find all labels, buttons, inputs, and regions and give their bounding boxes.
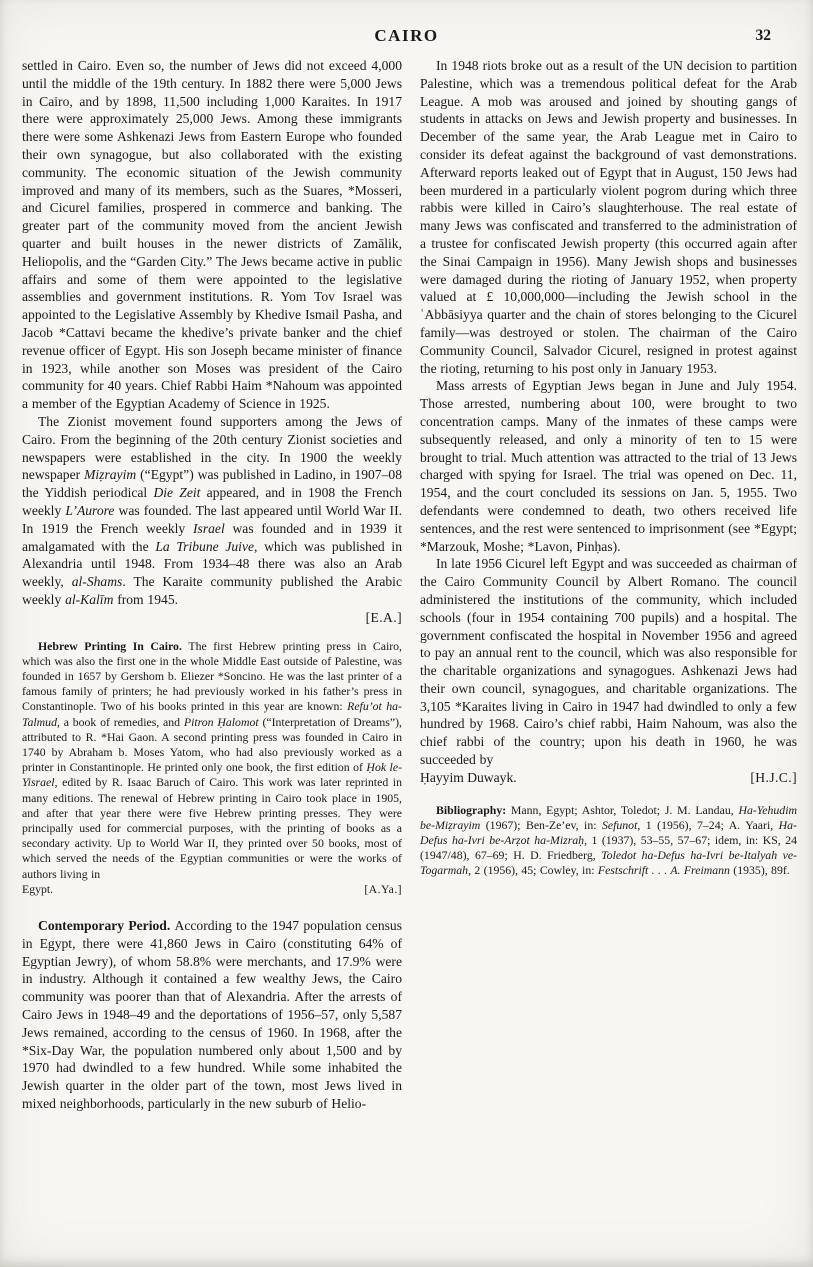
tail-text: Ḥayyim Duwayk. [420,769,517,785]
paragraph-tail-line [22,609,402,627]
text-run: , 1 (1937), 53–55, 57–67; idem, in: KS, 24 (1947/48), 67–69; H. D. Friedberg, [420,833,798,863]
text-columns [22,57,797,1257]
text-run: In 1948 riots broke out as a result of the UN decision to partition Palestine, which was a tremendous political defeat for the Arab League. A mob was aroused and joined by shouting gangs of students in attacks on Jews and Jewish property and businesses. In December of the same year, the Arab League met in Cairo to consider its defeat against the background of vast demonstrations. Afterward reports leaked out of Egypt that in August, 150 Jews had been murdered in a particularly violent pogrom during which three rabbis were killed in Cairo’s slaughterhouse. The real estate of many Jews was confiscated and transferred to the administration of a trustee for confiscated Jewish property (this occurred again after the Sinai Campaign in 1956). Many Jewish shops and businesses were damaged during the rioting of January 1952, when property valued at £ 10,000,000—including the Jewish school in the ʿAbbāsiyya quarter and the chain of stores belonging to the Cicurel family—was destroyed or stolen. The chairman of the Cairo Community Council, Salvador Cicurel, resigned in protest against the rioting, returning to his post only in January 1953. [420,58,797,376]
text-run: appeared, and in 1908 the French weekly [22,485,403,518]
text-run: Die Zeit [153,485,201,501]
paragraph [420,57,797,377]
text-run: (1967); Ben-Ze’ev, in: [480,817,602,832]
text-run: , 1 (1956), 7–24; A. Yaari, [637,817,779,832]
text-run: Ha-Yehudim be-Miẓrayim [420,802,797,832]
text-run: . The Karaite community published the Arabic weekly [22,574,402,607]
paragraph [420,555,797,769]
text-run: Festschrift . . . A. Freimann [597,863,730,878]
text-run: , which was published in Alexandria until 1948. From 1934–48 there was also an Arab weekly, [22,538,402,590]
section-spacer [420,787,797,803]
paragraph [22,917,402,1113]
paragraph-tail-line [420,769,797,787]
paragraph [22,413,402,609]
text-run: Mass arrests of Egyptian Jews began in June and July 1954. Those arrested, numbering about 100, were brought to two concentration camps. Many of the inmates of these camps were subsequently released, and only a minority of ten to 15 were brought to trial. Much attention was attracted to the trial of 13 Jews charged with spying for Israel. The trial was opened on Dec. 11, 1954, and the court concluded its sessions on Jan. 5, 1955. Two defendants were condemned to death, two others received life sentences, and the rest were sentenced to imprisonment (see *Egypt; *Marzouk, Moshe; *Lavon, Pinḥas). [420,378,797,554]
author-initials: [A.Ya.] [364,881,402,896]
text-run: Sefunot [601,817,638,832]
text-run: In late 1956 Cicurel left Egypt and was succeeded as chairman of the Cairo Community Council by Albert Romano. The council administered the institutions of the community, which included schools (four in 1954 containing 700 pupils) and a hospital. The government confiscated the hospital in November 1956 and agreed to pay an annual rent to the council, which was also responsible for the charitable organizations and synagogues. Ashkenazi Jews had their own council, synagogues, and charitable organizations. The 3,105 *Karaites living in Cairo in 1947 had dwindled to only a few hundred by 1968. Cairo’s chief rabbi, Haim Nahoum, was also the chief rabbi of the country; upon his death in 1960, he was succeeded by [420,556,797,768]
paragraph [22,639,402,882]
text-run: (“Interpretation of Dreams”), attributed to R. *Hai Gaon. A second printing press was founded in Cairo in 1740 by Abraham b. Moses Yatom, who had also previously worked as a printer in Constantinople. He printed only one book, the first edition of [22,714,402,775]
text-run: Ḥok le-Yisrael [22,760,402,790]
text-run: was founded. The last appeared until World War II. In 1919 the French weekly [22,502,402,536]
section-heading: Hebrew Printing In Cairo. [38,638,189,653]
page-number: 32 [755,27,771,44]
section-heading: Bibliography: [436,802,511,817]
author-initials: [H.J.C.] [750,769,797,785]
text-run: al-Shams [71,574,123,590]
text-run: , a book of remedies, and [56,714,184,729]
text-run: was founded and in 1939 it amalgamated with the [22,520,402,554]
text-run: al-Kalīm [65,591,114,607]
paragraph-tail-line [22,882,402,897]
text-run: settled in Cairo. Even so, the number of Jews did not exceed 4,000 until the middle of the 19th century. In 1882 there were 5,000 Jews in Cairo, and by 1898, 11,500 including 1,000 Karaites. In 1917 there were approximately 25,000 Jews. Among these immigrants there were some Ashkenazi Jews from Eastern Europe who founded their own synagogue, but also collaborated with the existing community. The economic situation of the Jewish community improved and many of its members, such as the Suares, *Mosseri, and Cicurel families, prospered in commerce and banking. The greater part of the community moved from the ancient Jewish quarter and built houses in the newer districts of Zamālik, Heliopolis, and the “Garden City.” The Jews became active in public affairs and some of them were appointed to the legislative assemblies and government institutions. R. Yom Tov Israel was appointed to the Legislative Assembly by Khedive Ismail Pasha, and Jacob *Cattavi became the khedive’s private banker and the chief revenue officer of Egypt. His son Joseph became minister of finance in 1923, while another son Moses was president of the Cairo community for 40 years. Chief Rabbi Haim *Nahoum was appointed a member of the Egyptian Academy of Science in 1925. [22,58,402,412]
section-spacer [22,897,402,917]
paragraph [420,377,797,555]
text-run: La Tribune Juive [155,538,255,554]
section-spacer [22,627,402,639]
author-initials: [E.A.] [365,609,402,625]
text-run: Toledot ha-Defus ha-Ivri be-Italyah ve-Togarmah [420,848,797,878]
text-run: from 1945. [113,591,179,607]
text-run: Ha-Defus ha-Ivri be-Arẓot ha-Mizraḥ [420,817,797,848]
text-run: Israel [193,520,225,536]
text-run: According to the 1947 population census in Egypt, there were 41,860 Jews in Cairo (constituting 64% of Egyptian Jewry), of whom 58.8% were merchants, and 17.9% were in industry. Although it contained a few wealthy Jews, the Cairo community was poorer than that of Alexandria. After the arrests of Cairo Jews in 1948–49 and the deportations of 1956–57, only 5,587 Jews remained, according to the census of 1960. In 1968, after the *Six-Day War, the population numbered only about 1,500 and by 1970 had dwindled to a few hundred. While some inhabited the Jewish quarter in the older part of the town, most Jews lived in mixed neighborhoods, particularly in the new suburb of Helio- [22,917,403,1111]
text-run: (1935), 89f. [729,863,790,878]
text-run: L’Aurore [65,502,115,518]
paragraph [420,803,797,879]
right-column [420,57,797,1257]
section-heading: Contemporary Period. [38,917,175,933]
text-run: (“Egypt”) was published in Ladino, in 1907–08 the Yiddish periodical [22,467,402,501]
text-run: The first Hebrew printing press in Cairo, which was also the first one in the whole Middle East outside of Palestine, was founded in 1657 by Gershom b. Eliezer *Soncino. He was the last printer of a famous family of printers; he had previously worked in his father’s press in Constantinople. Two of his books printed in this year are known: [22,638,402,714]
text-run: Mann, Egypt; Ashtor, Toledot; J. M. Landau, [510,802,739,817]
text-run: , 2 (1956), 45; Cowley, in: [468,863,598,878]
text-run: The Zionist movement found supporters among the Jews of Cairo. From the beginning of the 20th century Zionist societies and newspapers were established in the city. In 1900 the weekly newspaper [22,413,402,483]
left-column [22,57,402,1257]
text-run: Refu’ot ha-Talmud [22,699,402,729]
running-header-title: CAIRO [374,26,439,45]
text-run: Pitron Ḥalomot [183,714,259,729]
running-header [0,26,813,50]
text-run: Miẓrayim [84,467,137,483]
text-run: , edited by R. Isaac Baruch of Cairo. This work was later reprinted in many editions. The renewal of Hebrew printing in Cairo took place in 1905, and after that year there were five Hebrew printing presses. They were principally used for commercial purposes, with the printing of books as a secondary activity. Up to World War II, they printed over 50 books, most of which served the needs of the Egyptian communities or were the works of authors living in [22,775,402,881]
tail-text: Egypt. [22,881,54,896]
paragraph [22,57,402,413]
